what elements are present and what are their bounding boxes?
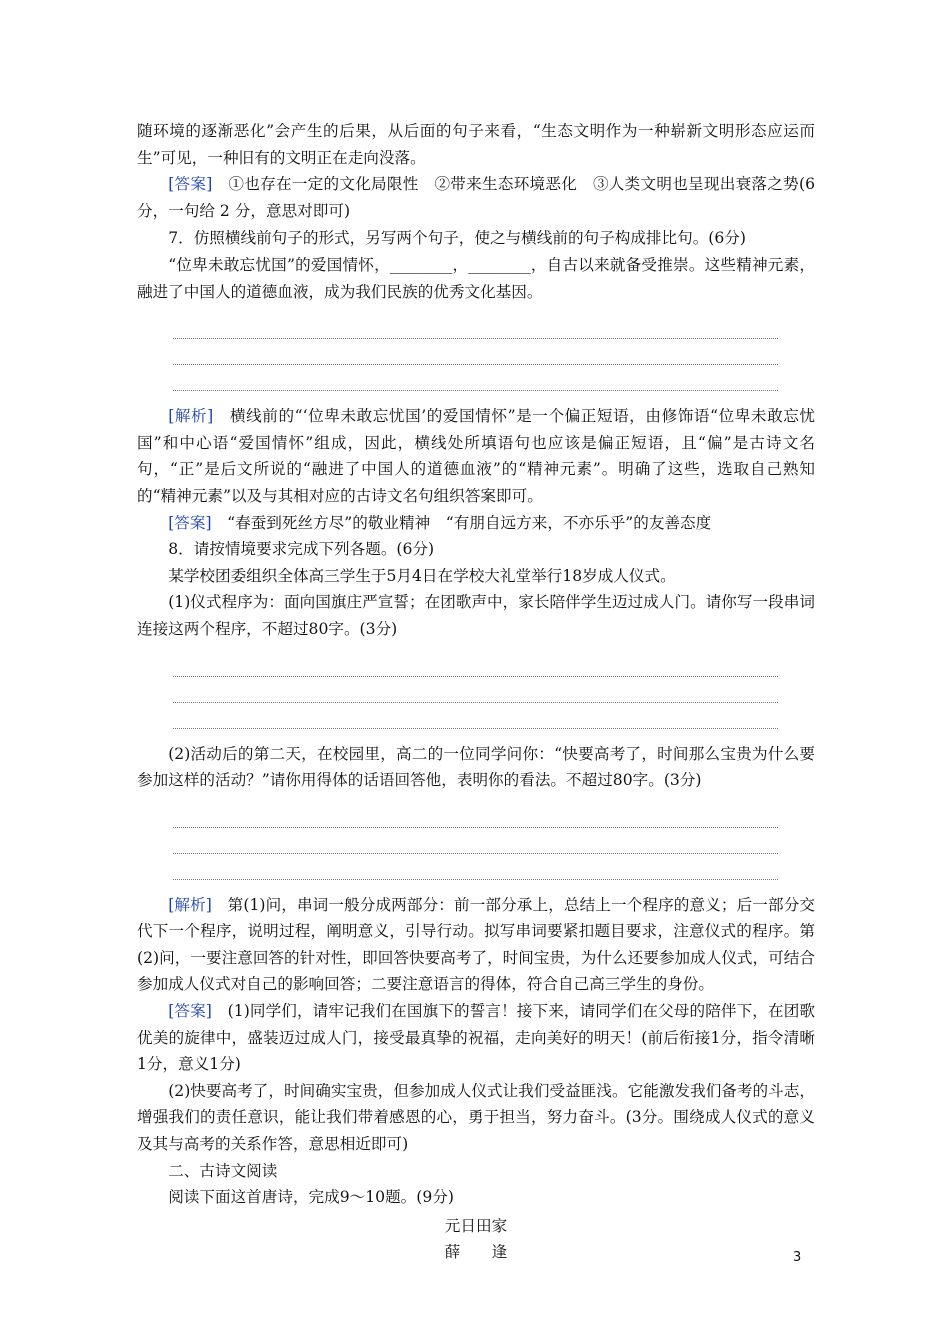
analysis-tag: [解析]	[168, 407, 214, 426]
answer-line[interactable]	[173, 651, 778, 677]
document-page	[137, 118, 815, 1266]
answer-line[interactable]	[173, 313, 778, 339]
q8-sub1-answer-lines[interactable]	[173, 651, 778, 729]
q7-stem: “位卑未敢忘忧国”的爱国情怀，________，________，自古以来就备受推崇。这些精神元素，融进了中国人的道德血液，成为我们民族的优秀文化基因。	[137, 255, 815, 301]
analysis-tag: [解析]	[168, 895, 212, 914]
continuation-paragraph: 随环境的逐渐恶化”会产生的后果，从后面的句子来看，“生态文明作为一种崭新文明形态应运而生”可见，一种旧有的文明正在走向没落。	[137, 122, 815, 167]
q7-analysis	[137, 403, 815, 509]
answer-tag: [答案]	[168, 175, 213, 194]
q8-sub2-answer-lines[interactable]	[173, 802, 778, 880]
author-char: 逢	[491, 1243, 508, 1262]
section-instruction: 阅读下面这首唐诗，完成9～10题。(9分)	[168, 1188, 454, 1207]
q8-answer-1	[137, 998, 815, 1078]
author-char: 薛	[444, 1243, 461, 1262]
answer-line[interactable]	[173, 703, 778, 729]
q8-answer-2: (2)快要高考了，时间确实宝贵，但参加成人仪式让我们受益匪浅。它能激发我们备考的斗志，增强我们的责任意识，能让我们带着感恩的心，勇于担当，努力奋斗。(3分。围绕成人仪式的意义及其与高考的关系作答，意思相近即可)	[137, 1081, 815, 1154]
answer-line[interactable]	[173, 802, 778, 828]
answer-line[interactable]	[173, 677, 778, 703]
answer-line[interactable]	[173, 339, 778, 365]
answer-line[interactable]	[173, 365, 778, 391]
answer-tag: [答案]	[168, 513, 212, 532]
poem-author	[137, 1239, 815, 1266]
q8-scenario: 某学校团委组织全体高三学生于5月4日在学校大礼堂举行18岁成人仪式。	[168, 566, 676, 585]
continuation-answer	[137, 171, 815, 224]
answer-line[interactable]	[173, 828, 778, 854]
analysis-text: 横线前的“‘位卑未敢忘忧国’的爱国情怀”是一个偏正短语，由修饰语“位卑未敢忘忧国”和中心语“爱国情怀”组成，因此，横线处所填语句也应该是偏正短语，且“偏”是古诗文名句，“正”是后文所说的“融进了中国人的道德血液”的“精神元素”。明确了这些，选取自己熟知的“精神元素”以及与其相对应的古诗文名句组织答案即可。	[137, 407, 815, 505]
page-number: 3	[793, 1250, 802, 1265]
answer-text: ①也存在一定的文化局限性 ②带来生态环境恶化 ③人类文明也呈现出衰落之势(6 分，一句给 2 分，意思对即可)	[137, 175, 815, 220]
answer-text: “春蚕到死丝方尽”的敬业精神 “有朋自远方来，不亦乐乎”的友善态度	[211, 513, 712, 532]
answer-line[interactable]	[173, 854, 778, 880]
poem-title: 元日田家	[444, 1216, 508, 1235]
answer-text: (1)同学们，请牢记我们在国旗下的誓言！接下来，请同学们在父母的陪伴下，在团歌优美的旋律中，盛装迈过成人门，接受最真挚的祝福，走向美好的明天！(前后衔接1分，指令清晰1分，意义1分)	[137, 1002, 816, 1074]
q8-sub2: (2)活动后的第二天，在校园里，高二的一位同学问你：“快要高考了，时间那么宝贵为什么要参加这样的活动？”请你用得体的话语回答他，表明你的看法。不超过80字。(3分)	[137, 744, 815, 790]
section-heading: 二、古诗文阅读	[168, 1161, 278, 1180]
answer-tag: [答案]	[168, 1002, 212, 1021]
q8-prompt: 8．请按情境要求完成下列各题。(6分)	[168, 540, 435, 559]
q7-answer	[137, 510, 815, 537]
q7-answer-lines[interactable]	[173, 313, 778, 391]
q7-prompt: 7．仿照横线前句子的形式，另写两个句子，使之与横线前的句子构成排比句。(6分)	[168, 229, 746, 248]
q8-analysis	[137, 892, 815, 998]
analysis-text: 第(1)问，串词一般分成两部分：前一部分承上，总结上一个程序的意义；后一部分交代下一个程序，说明过程，阐明意义，引导行动。拟写串词要紧扣题目要求，注意仪式的程序。第(2)问，一要注意回答的针对性，即回答快要高考了，时间宝贵，为什么还要参加成人仪式，可结合参加成人仪式对自己的影响回答；二要注意语言的得体，符合自己高三学生的身份。	[137, 895, 816, 994]
q8-sub1: (1)仪式程序为：面向国旗庄严宣誓；在团歌声中，家长陪伴学生迈过成人门。请你写一段串词连接这两个程序，不超过80字。(3分)	[137, 593, 815, 638]
